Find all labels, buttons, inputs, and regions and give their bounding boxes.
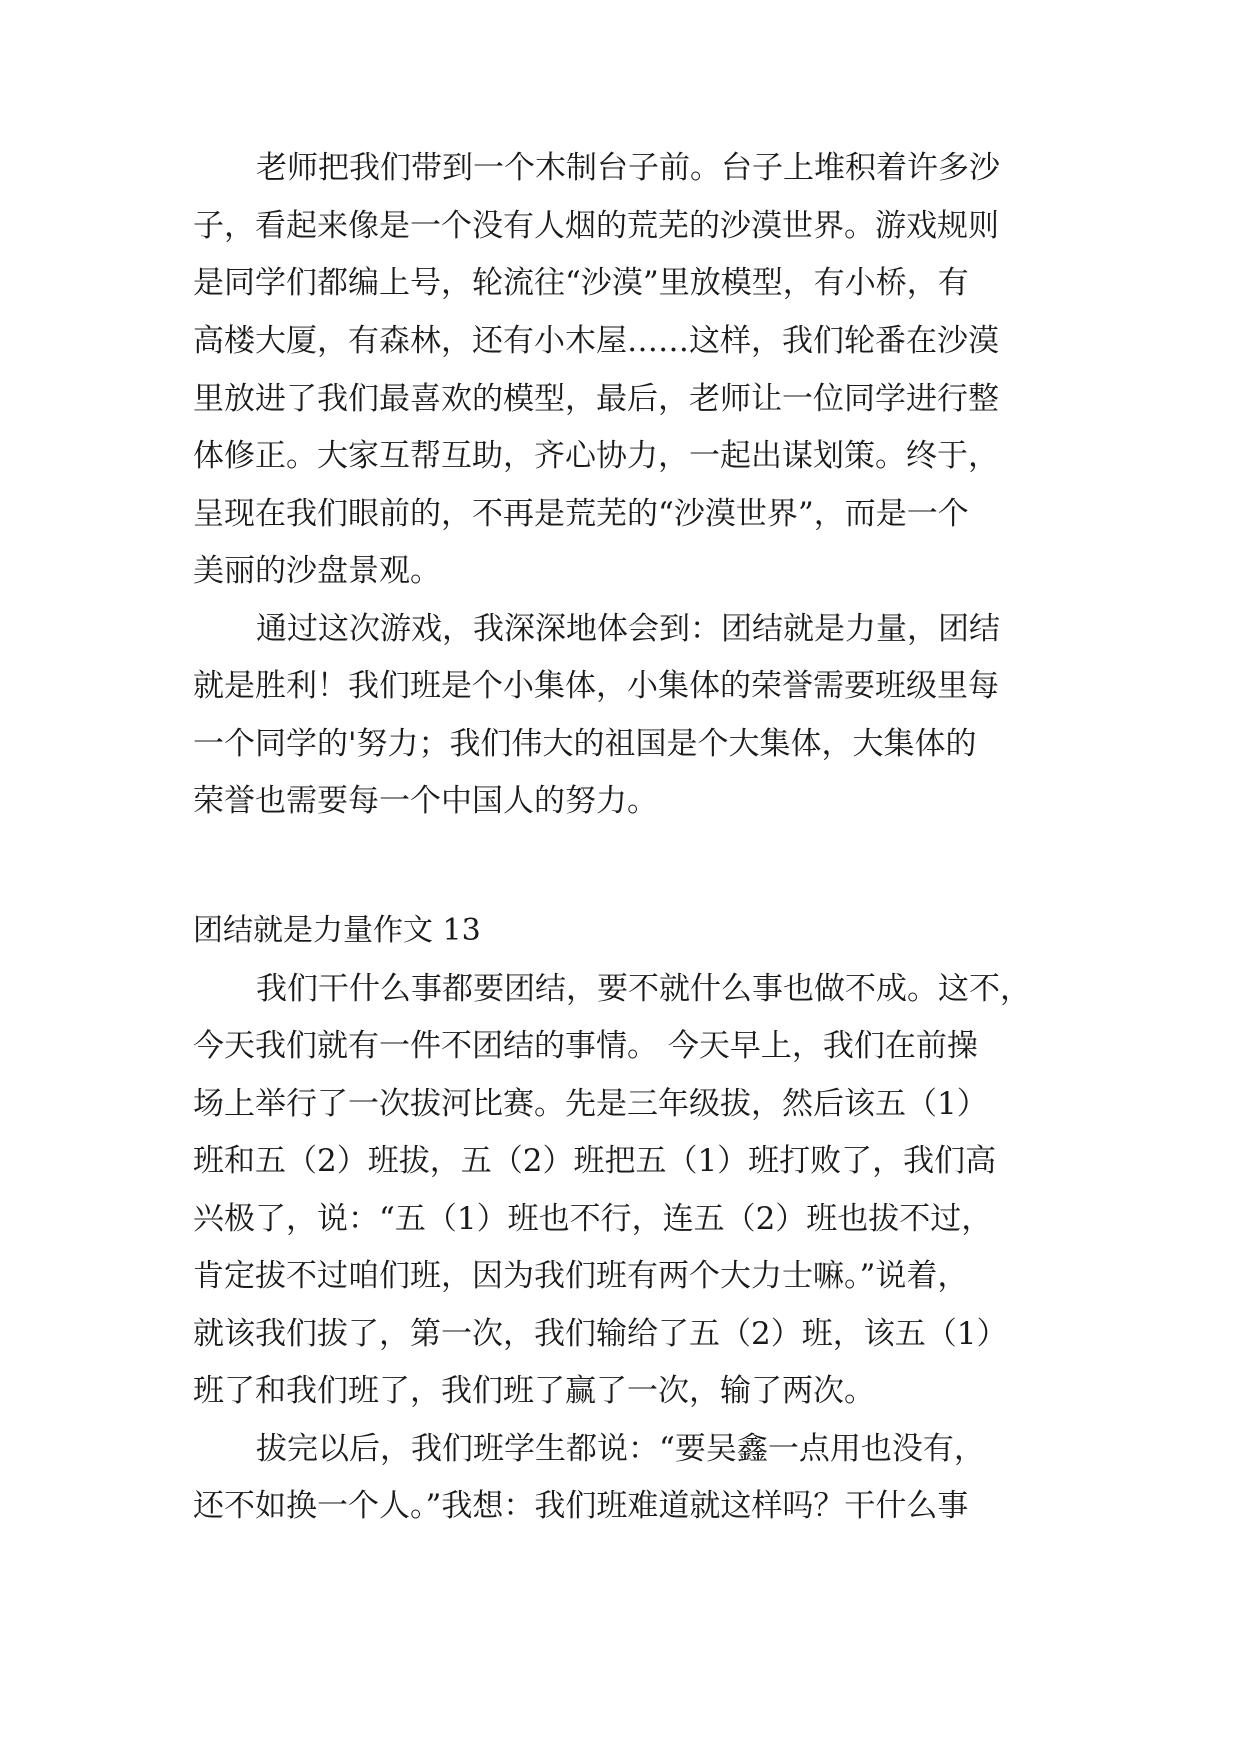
- paragraph-1-line-2: 子，看起来像是一个没有人烟的荒芜的沙漠世界。游戏规则: [193, 208, 999, 244]
- section-paragraph-2-line-2: 还不如换一个人。”我想：我们班难道就这样吗？干什么事: [193, 1488, 969, 1524]
- section-paragraph-1-line-4: 班和五（2）班拔，五（2）班把五（1）班打败了，我们高: [193, 1143, 997, 1179]
- paragraph-2-line-2: 就是胜利！我们班是个小集体，小集体的荣誉需要班级里每: [193, 668, 999, 704]
- paragraph-1-line-1: 老师把我们带到一个木制台子前。台子上堆积着许多沙: [256, 150, 1000, 186]
- paragraph-2-line-3: 一个同学的'努力；我们伟大的祖国是个大集体，大集体的: [193, 726, 977, 762]
- paragraph-1-line-8: 美丽的沙盘景观。: [193, 553, 441, 589]
- section-paragraph-1-line-2: 今天我们就有一件不团结的事情。 今天早上，我们在前操: [193, 1028, 978, 1064]
- section-paragraph-1-line-7: 就该我们拔了，第一次，我们输给了五（2）班，该五（1）: [193, 1316, 1008, 1352]
- section-paragraph-1-line-5: 兴极了，说：“五（1）班也不行，连五（2）班也拔不过，: [193, 1201, 993, 1237]
- paragraph-1-line-3: 是同学们都编上号，轮流往“沙漠”里放模型，有小桥，有: [193, 265, 969, 301]
- paragraph-2-line-4: 荣誉也需要每一个中国人的努力。: [193, 783, 658, 819]
- paragraph-1-line-6: 体修正。大家互帮互助，齐心协力，一起出谋划策。终于，: [193, 438, 999, 474]
- section-paragraph-1-line-3: 场上举行了一次拔河比赛。先是三年级拔，然后该五（1）: [193, 1086, 988, 1122]
- section-paragraph-1-line-6: 肯定拔不过咱们班，因为我们班有两个大力士嘛。”说着，: [193, 1258, 969, 1294]
- section-paragraph-1-line-1: 我们干什么事都要团结，要不就什么事也做不成。这不，: [256, 971, 1031, 1007]
- paragraph-2-line-1: 通过这次游戏，我深深地体会到：团结就是力量，团结: [256, 611, 1000, 647]
- paragraph-1-line-7: 呈现在我们眼前的，不再是荒芜的“沙漠世界”，而是一个: [193, 496, 969, 532]
- paragraph-1-line-4: 高楼大厦，有森林，还有小木屋……这样，我们轮番在沙漠: [193, 323, 999, 359]
- section-paragraph-1-line-8: 班了和我们班了，我们班了赢了一次，输了两次。: [193, 1373, 875, 1409]
- section-paragraph-2-line-1: 拔完以后，我们班学生都说：“要吴鑫一点用也没有，: [256, 1431, 985, 1467]
- section-title: 团结就是力量作文 13: [193, 913, 481, 948]
- paragraph-1-line-5: 里放进了我们最喜欢的模型，最后，老师让一位同学进行整: [193, 381, 999, 417]
